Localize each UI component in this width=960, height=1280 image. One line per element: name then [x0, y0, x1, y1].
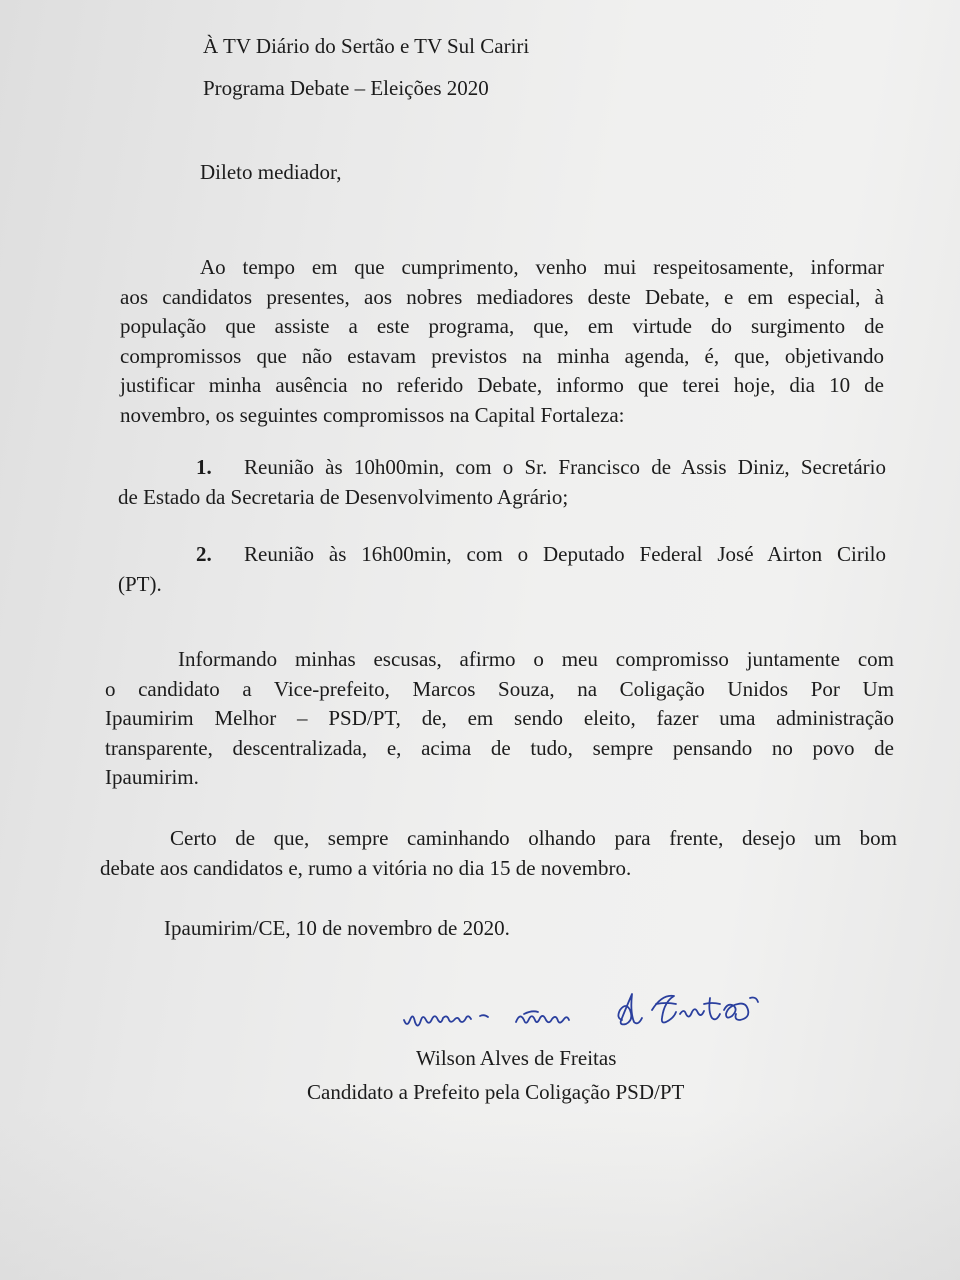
place-date: Ipaumirim/CE, 10 de novembro de 2020. — [164, 916, 510, 940]
paragraph-2 — [105, 645, 894, 793]
paragraph-line: Ipaumirim Melhor – PSD/PT, de, em sendo eleito, fazer uma administração — [105, 706, 894, 730]
paragraph-line: o candidato a Vice-prefeito, Marcos Souza, na Coligação Unidos Por Um — [105, 676, 894, 701]
list-item — [118, 453, 886, 512]
paragraph-line: novembro, os seguintes compromissos na Capital Fortaleza: — [120, 402, 625, 427]
recipient-line-1: À TV Diário do Sertão e TV Sul Cariri — [203, 34, 530, 58]
paragraph-line: aos candidatos presentes, aos nobres mediadores deste Debate, e em especial, à — [120, 284, 884, 309]
paragraph-line: população que assiste a este programa, que, em virtude do surgimento de — [120, 314, 884, 338]
paper-shadow — [0, 1110, 960, 1280]
paragraph-3 — [100, 824, 897, 883]
paragraph-line: transparente, descentralizada, e, acima de tudo, sempre pensando no povo de — [105, 735, 894, 760]
paragraph-1 — [120, 253, 884, 430]
list-item-number: 2. — [196, 542, 212, 566]
salutation: Dileto mediador, — [200, 160, 342, 184]
paragraph-line: debate aos candidatos e, rumo a vitória no dia 15 de novembro. — [100, 855, 632, 880]
list-item-text: Reunião às 10h00min, com o Sr. Francisco de Assis Diniz, Secretário — [244, 455, 886, 479]
paragraph-line: Certo de que, sempre caminhando olhando para frente, desejo um bom — [170, 826, 897, 850]
paragraph-line: Informando minhas escusas, afirmo o meu compromisso juntamente com — [178, 647, 894, 671]
paragraph-line: Ao tempo em que cumprimento, venho mui respeitosamente, informar — [200, 255, 884, 279]
signer-title: Candidato a Prefeito pela Coligação PSD/PT — [307, 1080, 685, 1104]
recipient-line-2: Programa Debate – Eleições 2020 — [203, 76, 489, 100]
list-item-text: (PT). — [118, 571, 162, 596]
list-item-text: de Estado da Secretaria de Desenvolvimento Agrário; — [118, 484, 569, 509]
paragraph-line: justificar minha ausência no referido Debate, informo que terei hoje, dia 10 de — [120, 373, 884, 397]
list-item-number: 1. — [196, 455, 212, 479]
list-item — [118, 540, 886, 599]
paragraph-line: Ipaumirim. — [105, 765, 199, 789]
handwritten-signature — [398, 980, 798, 1040]
signer-name: Wilson Alves de Freitas — [416, 1046, 617, 1070]
paragraph-line: compromissos que não estavam previstos na minha agenda, é, que, objetivando — [120, 343, 884, 368]
list-item-text: Reunião às 16h00min, com o Deputado Federal José Airton Cirilo — [244, 542, 886, 566]
